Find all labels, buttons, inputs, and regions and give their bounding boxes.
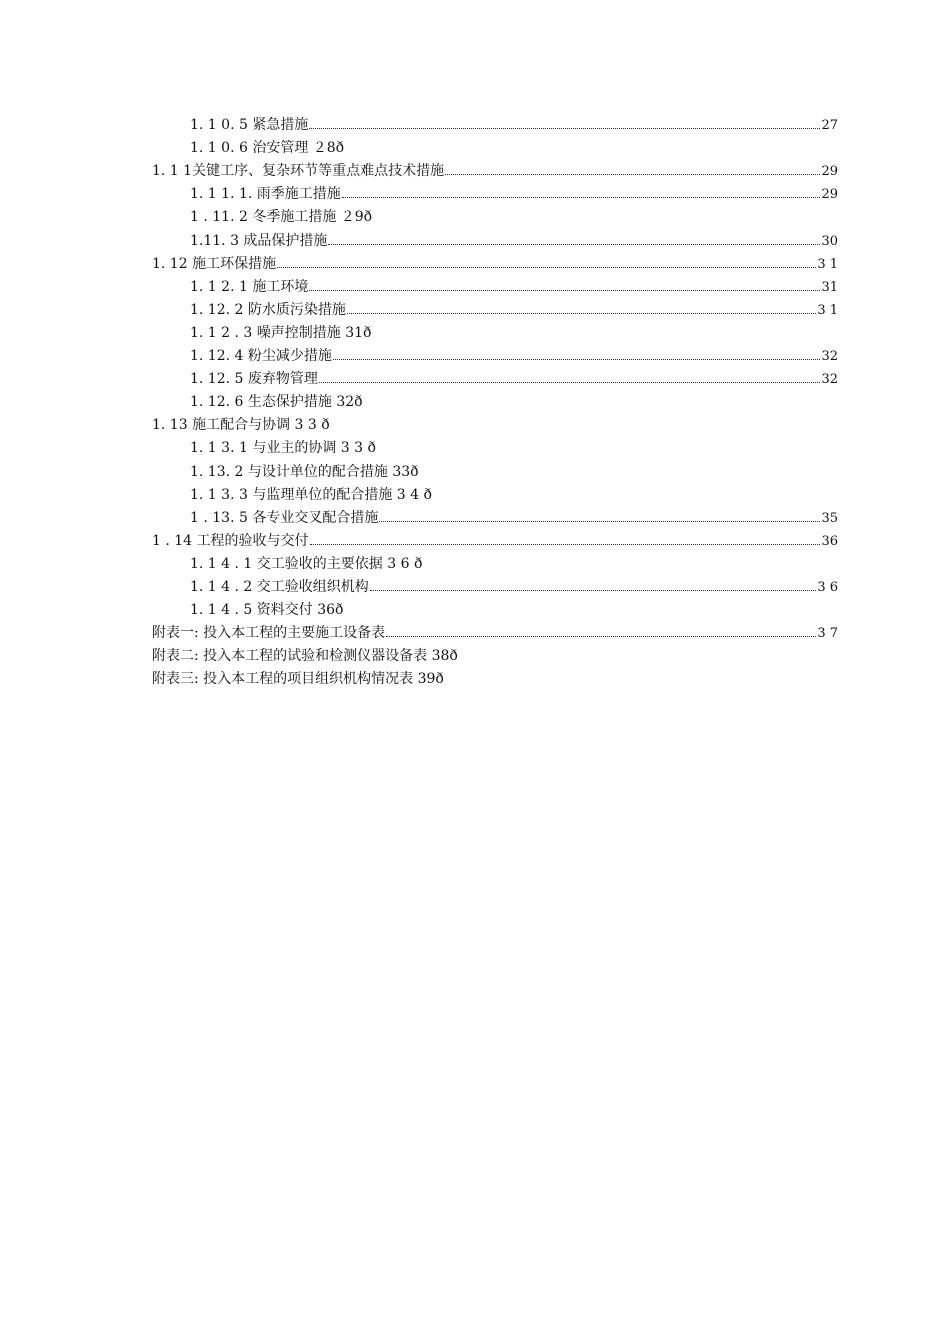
toc-entry-title: 1. 1 4 . 1 交工验收的主要依据 3 6 ð <box>190 555 423 572</box>
toc-entry-title: 1. 12. 6 生态保护措施 32ð <box>190 394 363 411</box>
toc-entry[interactable] <box>190 507 838 529</box>
toc-entry-title: 1. 1 2 . 3 噪声控制措施 31ð <box>190 324 372 341</box>
toc-entry-title: 附表二: 投入本工程的试验和检测仪器设备表 38ð <box>152 648 458 665</box>
toc-leader-dots <box>310 543 821 545</box>
toc-entry-title: 1.11. 3 成品保护措施 <box>190 232 328 249</box>
toc-page-number: 27 <box>821 118 838 133</box>
toc-entry[interactable] <box>190 437 376 459</box>
toc-entry-title: 附表三: 投入本工程的项目组织机构情况表 39ð <box>152 671 444 688</box>
toc-entry-title: 1 . 13. 5 各专业交叉配合措施 <box>190 509 379 526</box>
toc-entry-title: 1. 12. 5 废弃物管理 <box>190 371 318 388</box>
toc-entry[interactable] <box>152 645 458 667</box>
toc-entry[interactable] <box>190 368 838 390</box>
toc-leader-dots <box>379 520 820 522</box>
toc-entry-title: 1. 1 4 . 2 交工验收组织机构 <box>190 579 369 595</box>
toc-page-number: 30 <box>821 233 838 249</box>
toc-leader-dots <box>277 266 816 268</box>
toc-entry-title: 1. 1 3. 1 与业主的协调 3 3 ð <box>190 440 376 457</box>
toc-entry-title: 1. 1 1. 1. 雨季施工措施 <box>190 186 341 203</box>
toc-entry-title: 1. 1 0. 5 紧急措施 <box>190 117 309 133</box>
toc-entry[interactable] <box>152 668 444 690</box>
toc-entry[interactable] <box>152 530 838 552</box>
toc-entry[interactable] <box>190 114 838 136</box>
toc-entry[interactable] <box>190 391 363 413</box>
toc-entry[interactable] <box>190 230 838 252</box>
toc-entry-title: 1. 12. 4 粉尘减少措施 <box>190 348 332 364</box>
toc-leader-dots <box>309 289 820 291</box>
toc-page-number: 31 <box>821 279 838 295</box>
toc-leader-dots <box>328 243 820 245</box>
toc-page-number: 3 1 <box>817 256 838 272</box>
toc-entry[interactable] <box>190 553 422 575</box>
toc-leader-dots <box>347 312 816 314</box>
toc-page-number: 32 <box>821 372 838 388</box>
toc-entry[interactable] <box>152 253 838 275</box>
toc-entry-title: 1 . 14 工程的验收与交付 <box>152 532 309 549</box>
toc-page-number: 29 <box>821 187 838 203</box>
toc-leader-dots <box>333 358 821 360</box>
toc-entry-title: 1. 13 施工配合与协调 3 3 ð <box>152 417 330 434</box>
toc-leader-dots <box>445 173 820 175</box>
toc-entry[interactable] <box>152 622 838 644</box>
toc-page-number: 29 <box>821 164 838 180</box>
toc-page-number: 35 <box>821 510 838 526</box>
toc-page-number: 3 7 <box>817 626 838 642</box>
toc-entry-title: 1. 13. 2 与设计单位的配合措施 33ð <box>190 463 419 480</box>
toc-leader-dots <box>386 635 816 637</box>
toc-page-number: 3 1 <box>817 302 838 318</box>
toc-page-number: 32 <box>821 349 838 364</box>
toc-entry[interactable] <box>190 484 432 506</box>
toc-entry-title: 1. 1 4 . 5 资料交付 36ð <box>190 602 344 619</box>
toc-leader-dots <box>319 381 821 383</box>
toc-entry-title: 1. 1 3. 3 与监理单位的配合措施 3 4 ð <box>190 486 432 503</box>
toc-entry[interactable] <box>190 276 838 298</box>
toc-entry-title: 1. 12 施工环保措施 <box>152 255 277 272</box>
toc-entry[interactable] <box>190 345 838 367</box>
toc-entry[interactable] <box>152 414 330 436</box>
toc-entry-title: 1. 12. 2 防水质污染措施 <box>190 301 346 318</box>
toc-page-number: 3 6 <box>817 580 838 595</box>
toc-entry[interactable] <box>190 599 343 621</box>
toc-entry-title: 1. 1 2. 1 施工环境 <box>190 278 309 295</box>
toc-entry[interactable] <box>190 322 371 344</box>
toc-leader-dots <box>309 127 820 129</box>
toc-entry-title: 附表一: 投入本工程的主要施工设备表 <box>152 625 386 642</box>
toc-entry[interactable] <box>190 137 344 159</box>
toc-entry-title: 1 . 11. 2 冬季施工措施 ２9ð <box>190 209 373 226</box>
toc-entry[interactable] <box>190 183 838 205</box>
toc-leader-dots <box>342 196 821 198</box>
toc-entry-title: 1. 1 0. 6 治安管理 ２8ð <box>190 140 345 157</box>
toc-leader-dots <box>370 589 817 591</box>
toc-entry-title: 1. 1 1关键工序、复杂环节等重点难点技术措施 <box>152 163 445 180</box>
toc-entry[interactable] <box>190 461 419 483</box>
toc-entry[interactable] <box>152 160 838 182</box>
toc-page-number: 36 <box>821 533 838 549</box>
toc-entry[interactable] <box>190 576 838 598</box>
toc-entry[interactable] <box>190 206 372 228</box>
toc-entry[interactable] <box>190 299 838 321</box>
